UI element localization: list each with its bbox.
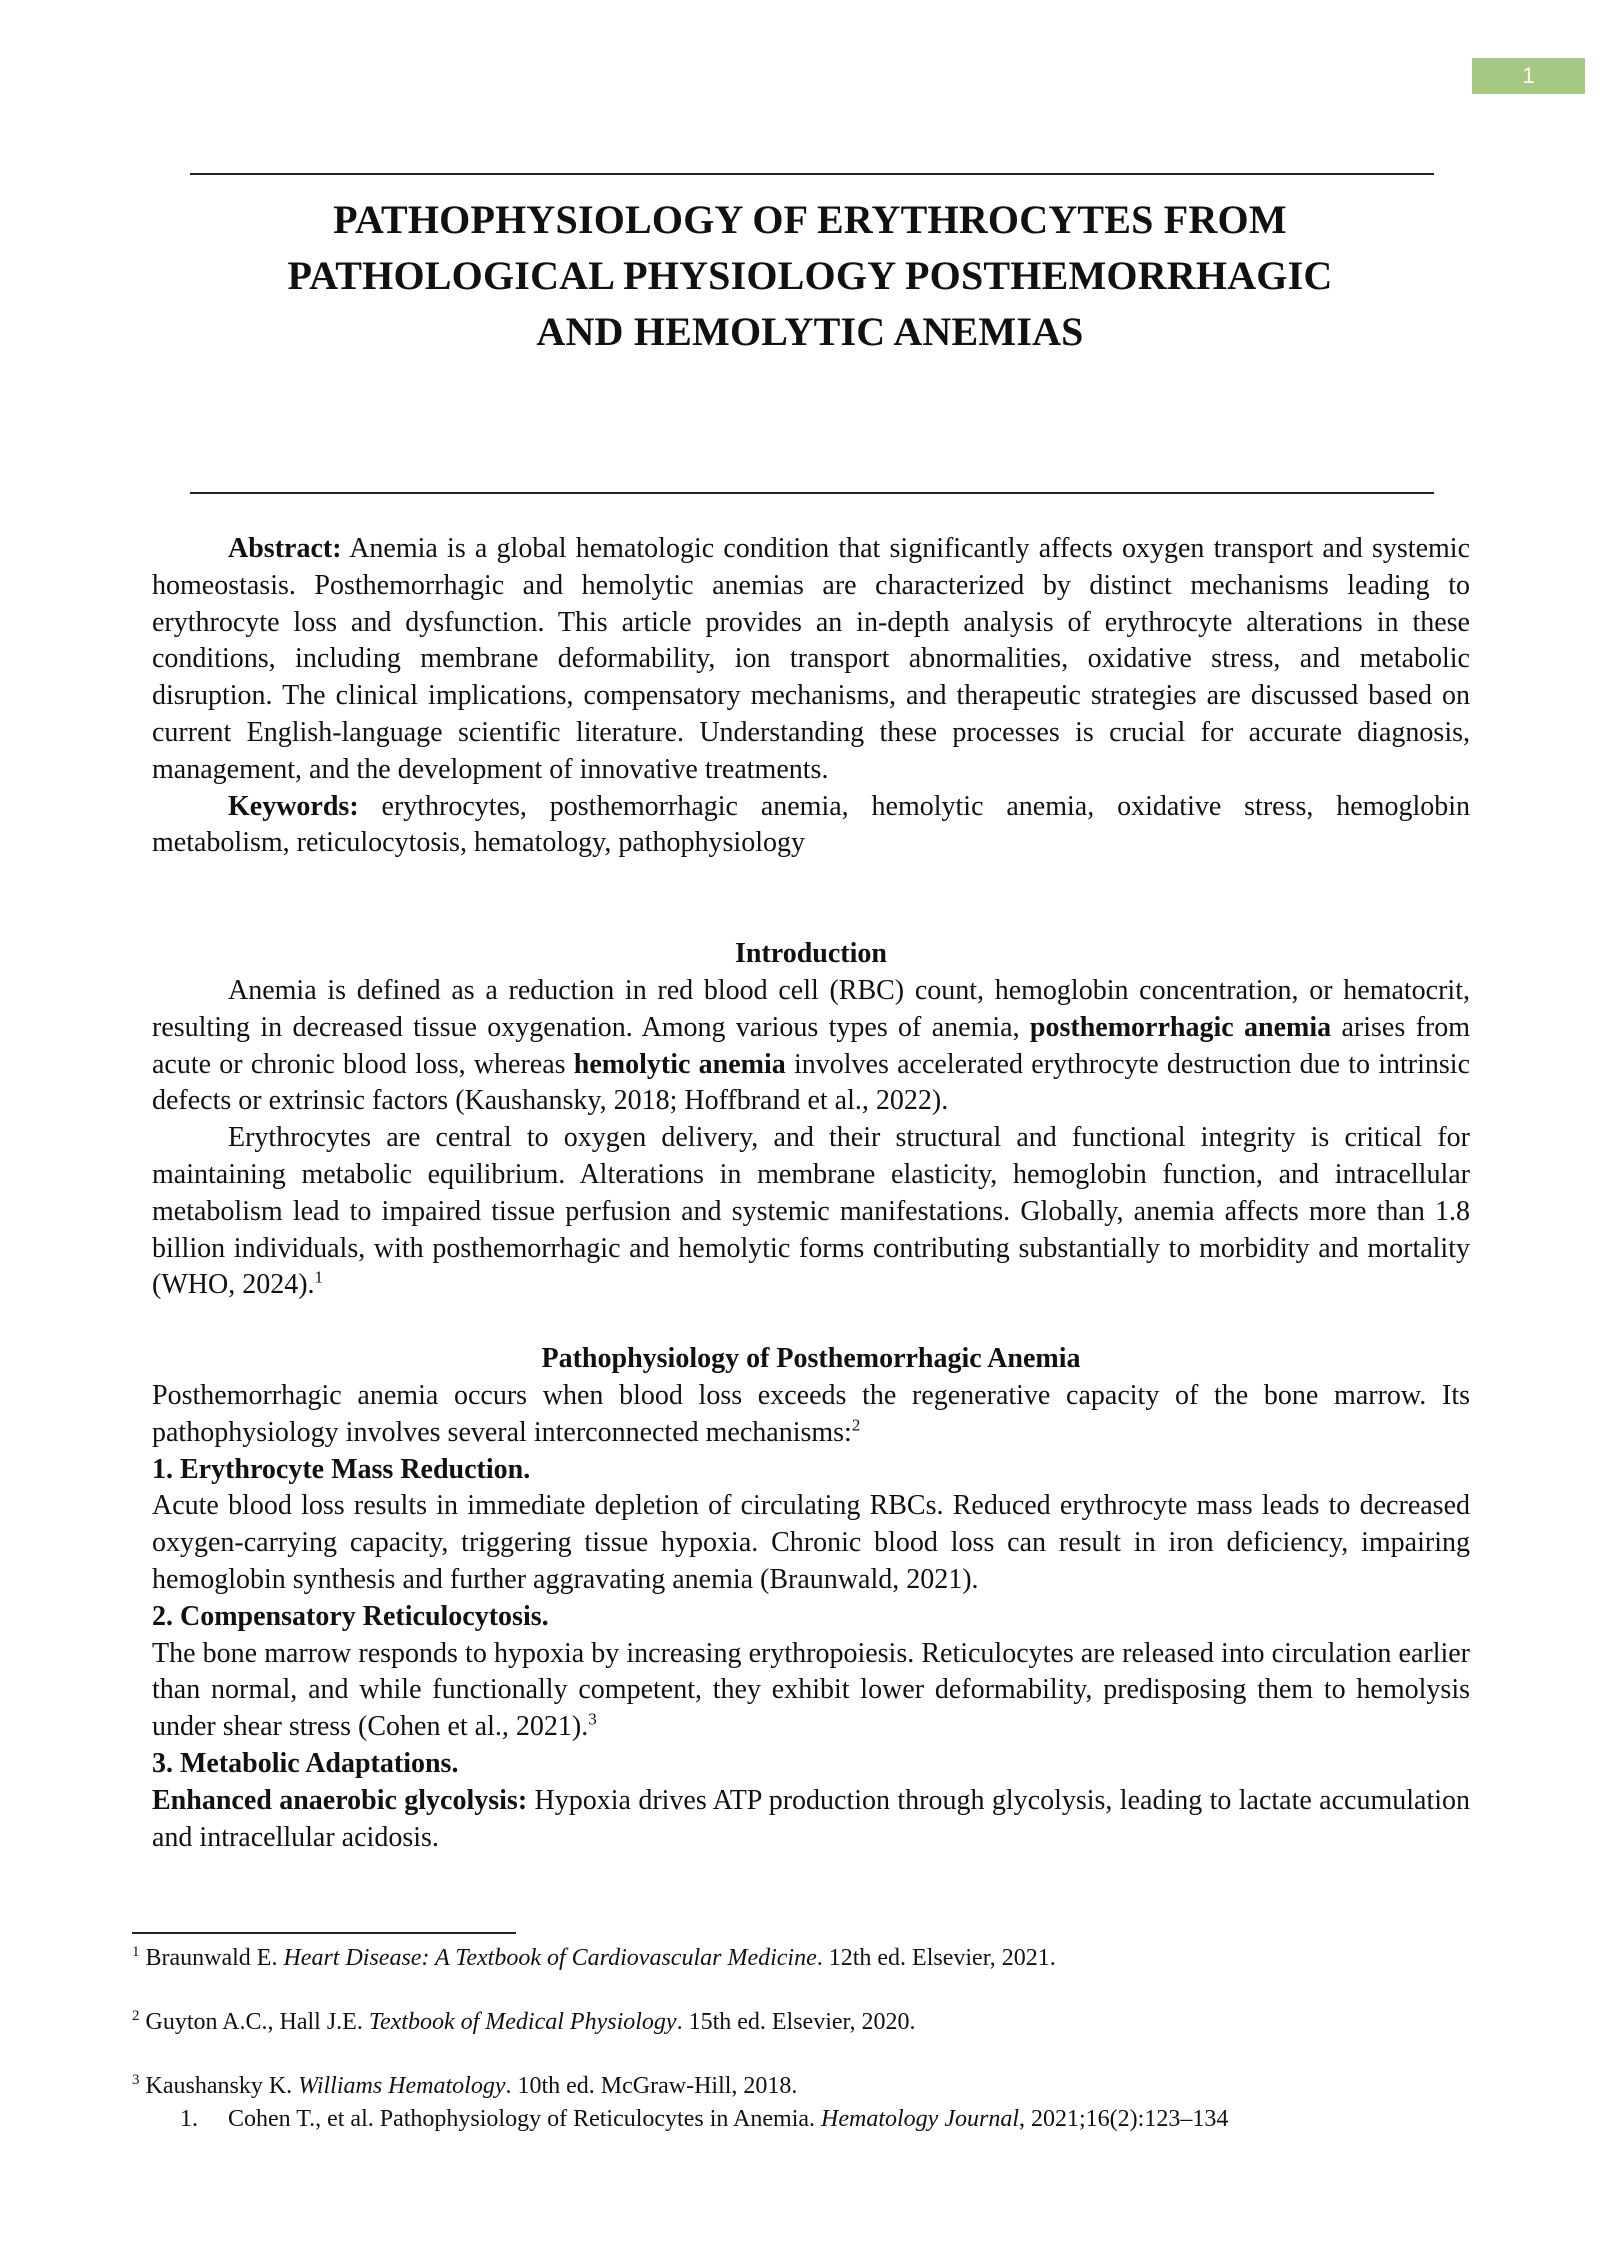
page-number-badge: 1 — [1472, 58, 1585, 94]
text-run: , 2021;16(2):123–134 — [1019, 2106, 1229, 2132]
text-run: . 15th ed. Elsevier, 2020. — [676, 2009, 916, 2035]
posthemorrhagic-intro — [152, 1378, 1470, 1452]
text-run: Kaushansky K. — [139, 2073, 299, 2099]
title-line: AND HEMOLYTIC ANEMIAS — [536, 309, 1084, 354]
bold-term: hemolytic anemia — [573, 1048, 786, 1080]
italic-title: Textbook of Medical Physiology — [368, 2009, 677, 2035]
posthemorrhagic-heading-text: Pathophysiology of Posthemorrhagic Anemia — [541, 1343, 1081, 1375]
section-3-text — [152, 1783, 1470, 1857]
section-1-title — [152, 1452, 1470, 1489]
spacer — [152, 1304, 1470, 1341]
text-run: Hypoxia drives ATP production through glycolysis, leading to lactate accumulation and intracellular acidosis. — [152, 1784, 1471, 1853]
section-title-text: 3. Metabolic Adaptations. — [152, 1747, 459, 1779]
footnote-item — [132, 2006, 1472, 2039]
footnotes — [132, 1942, 1472, 2136]
footnote-number: 3 — [132, 2072, 140, 2088]
page-title — [190, 192, 1430, 360]
text-run: The bone marrow responds to hypoxia by increasing erythropoiesis. Reticulocytes are released into circulation earlier than normal, and while functionally competent, they exhibit lower deformability, predisposing them to hemolysis under shear stress (Cohen et al., 2021). — [152, 1637, 1470, 1743]
reference-number: 1. — [180, 2106, 198, 2132]
footnote-number: 2 — [132, 2008, 140, 2024]
keywords-label: Keywords: — [228, 790, 359, 822]
introduction-paragraph-1 — [152, 973, 1470, 1120]
keywords-text: erythrocytes, posthemorrhagic anemia, hemolytic anemia, oxidative stress, hemoglobin metabolism, reticulocytosis, hematology, pathophysiology — [152, 790, 1470, 859]
footnote-item — [132, 2070, 1472, 2103]
footnote-number: 1 — [132, 1944, 140, 1960]
text-run: Anemia is defined as a reduction in red blood cell (RBC) count, hemoglobin concentration, or hematocrit, resulting in decreased tissue oxygenation. Among various types of anemia, — [152, 974, 1470, 1043]
keywords — [152, 789, 1470, 863]
abstract-label: Abstract: — [228, 533, 342, 564]
introduction-heading-text: Introduction — [735, 938, 887, 970]
text-run: Cohen T., et al. Pathophysiology of Reticulocytes in Anemia. — [228, 2106, 822, 2132]
text-run: . 12th ed. Elsevier, 2021. — [816, 1945, 1056, 1971]
text-run: Erythrocytes are central to oxygen delivery, and their structural and functional integrity is critical for maintaining metabolic equilibrium. Alterations in membrane elasticity, hemoglobin function, and intracellular metabolism lead to impaired tissue perfusion and systemic manifestations. Globally, anemia affects more than 1.8 billion individuals, with posthemorrhagic and hemolytic forms contributing substantially to morbidity and mortality (WHO, 2024). — [152, 1122, 1470, 1301]
footnote-ref[interactable]: 3 — [588, 1709, 597, 1729]
spacer — [152, 862, 1470, 899]
footnote-ref[interactable]: 1 — [314, 1268, 324, 1288]
introduction-paragraph-2 — [152, 1120, 1470, 1304]
title-line: PATHOPHYSIOLOGY OF ERYTHROCYTES FROM — [333, 197, 1287, 242]
section-1-text — [152, 1488, 1470, 1598]
text-run: Braunwald E. — [139, 1945, 284, 1971]
text-run: Posthemorrhagic anemia occurs when blood loss exceeds the regenerative capacity of the bone marrow. Its pathophysiology involves several interconnected mechanisms: — [152, 1379, 1470, 1448]
text-run: arises from acute or chronic blood loss, whereas — [152, 1011, 1470, 1080]
section-title-text: 2. Compensatory Reticulocytosis. — [152, 1600, 549, 1632]
title-bottom-rule — [190, 492, 1434, 494]
title-line: PATHOLOGICAL PHYSIOLOGY POSTHEMORRHAGIC — [287, 253, 1333, 298]
section-3-title — [152, 1746, 1470, 1783]
italic-title: Heart Disease: A Textbook of Cardiovascular Medicine — [283, 1945, 817, 1971]
section-title-text: 1. Erythrocyte Mass Reduction. — [152, 1453, 531, 1485]
footnote-ref[interactable]: 2 — [851, 1415, 861, 1435]
abstract-text: Anemia is a global hematologic condition that significantly affects oxygen transport and systemic homeostasis. Posthemorrhagic and hemolytic anemias are characterized by distinct mechanisms leading to erythrocyte loss and dysfunction. This article provides an in-depth analysis of erythrocyte alterations in these conditions, including membrane deformability, ion transport abnormalities, oxidative stress, and metabolic disruption. The clinical implications, compensatory mechanisms, and therapeutic strategies are discussed based on current English-language scientific literature. Understanding these processes is crucial for accurate diagnosis, management, and the development of innovative treatments. — [152, 533, 1470, 785]
section-2-title — [152, 1599, 1470, 1636]
abstract — [152, 531, 1470, 789]
bold-term: posthemorrhagic anemia — [1029, 1011, 1332, 1043]
italic-title: Hematology Journal — [821, 2106, 1019, 2132]
introduction-heading — [152, 936, 1470, 973]
text-run: . 10th ed. McGraw-Hill, 2018. — [505, 2073, 798, 2099]
spacer — [152, 899, 1470, 936]
text-run: Acute blood loss results in immediate depletion of circulating RBCs. Reduced erythrocyte mass leads to decreased oxygen-carrying capacity, triggering tissue hypoxia. Chronic blood loss can result in iron deficiency, impairing hemoglobin synthesis and further aggravating anemia (Braunwald, 2021). — [152, 1490, 1470, 1595]
footnote-separator — [132, 1932, 516, 1934]
title-top-rule — [190, 173, 1434, 175]
section-2-text — [152, 1636, 1470, 1746]
footnote-item — [132, 1942, 1472, 1975]
posthemorrhagic-heading — [152, 1341, 1470, 1378]
main-text — [152, 531, 1470, 1856]
reference-item — [132, 2103, 1472, 2136]
italic-title: Williams Hematology — [298, 2073, 506, 2099]
text-run: Guyton A.C., Hall J.E. — [139, 2009, 369, 2035]
bold-term: Enhanced anaerobic glycolysis: — [152, 1784, 528, 1816]
text-run: involves accelerated erythrocyte destruction due to intrinsic defects or extrinsic factors (Kaushansky, 2018; Hoffbrand et al., 2022). — [152, 1048, 1470, 1117]
